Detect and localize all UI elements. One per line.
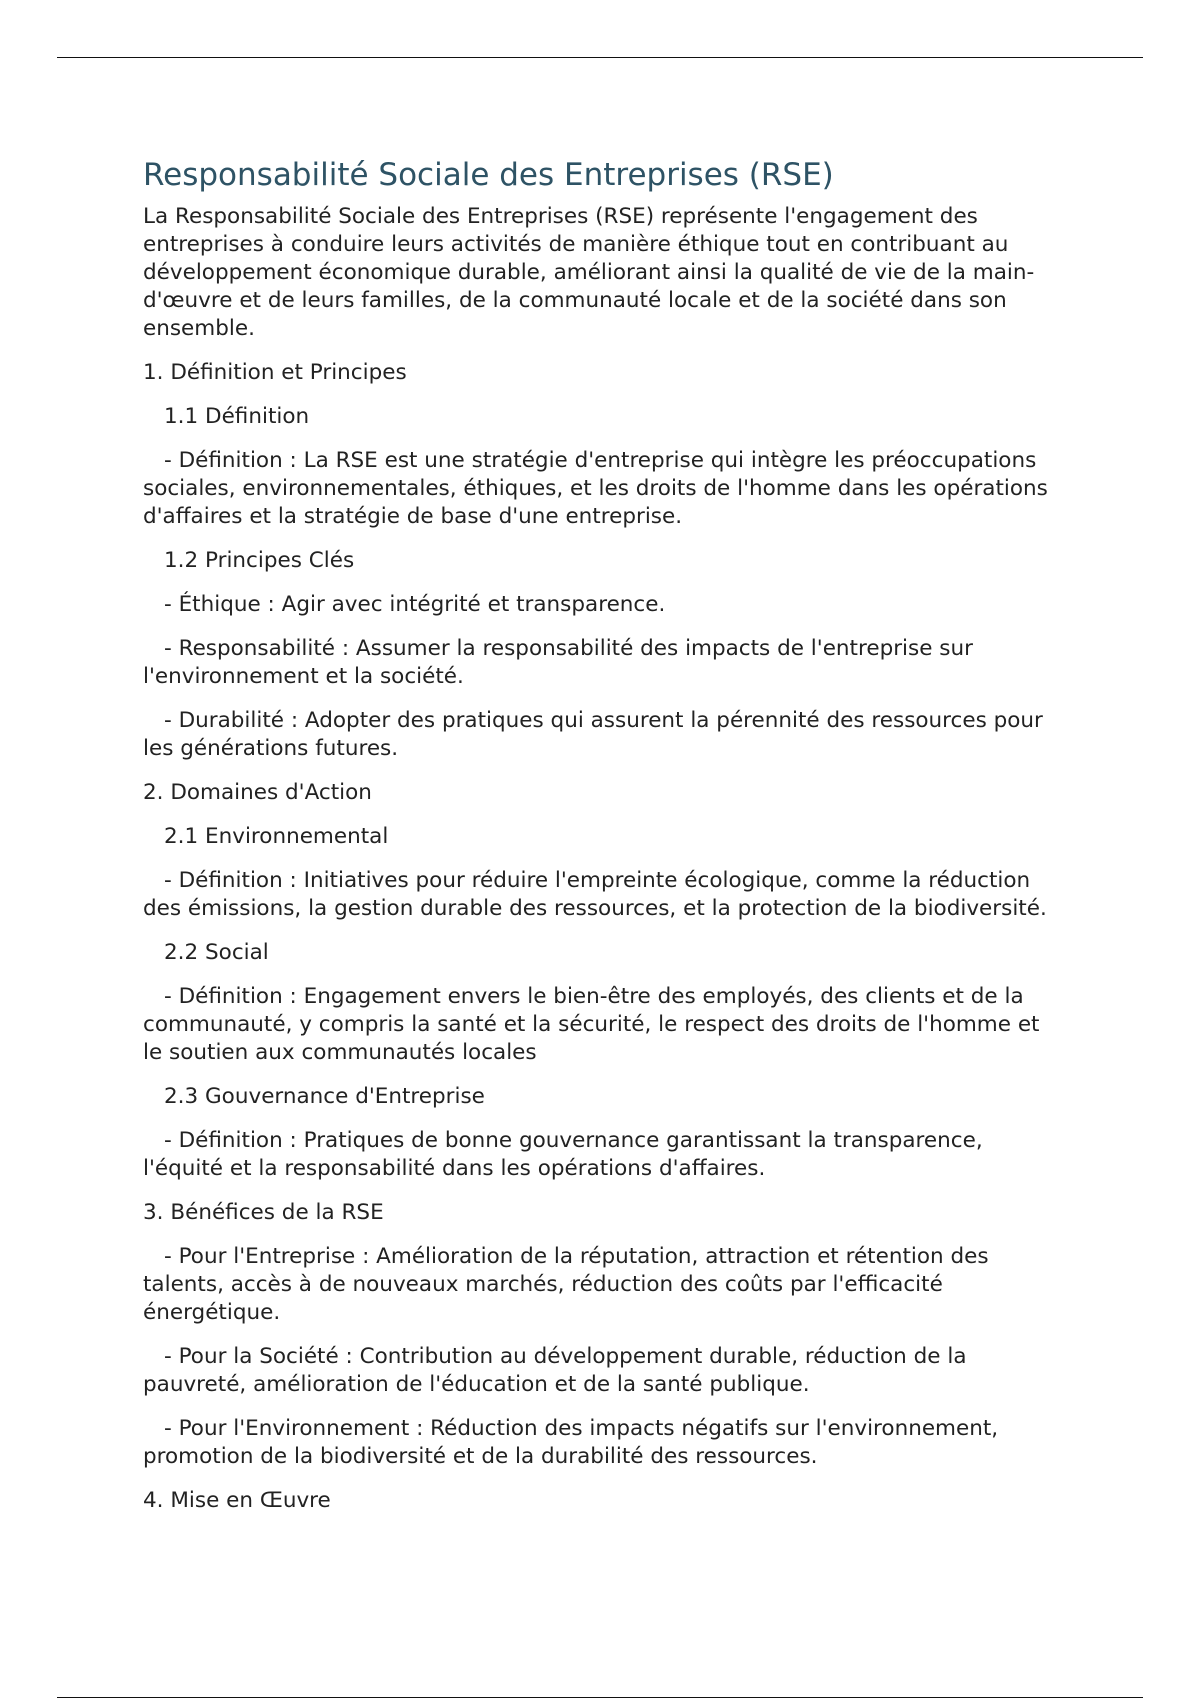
- bullet-item: - Définition : Pratiques de bonne gouvernance garantissant la transparence, l'équité et la responsabilité dans les opérations d'affaires.: [143, 1128, 983, 1181]
- bullet-item: - Définition : La RSE est une stratégie d'entreprise qui intègre les préoccupations sociales, environnementales, éthiques, et les droits de l'homme dans les opérations d'affaires et la stratégie de base d'une entreprise.: [143, 448, 1048, 529]
- bullet-item: - Définition : Engagement envers le bien-être des employés, des clients et de la communauté, y compris la santé et la sécurité, le respect des droits de l'homme et le soutien aux communautés locales: [143, 984, 1040, 1065]
- bullet-item: - Responsabilité : Assumer la responsabilité des impacts de l'entreprise sur l'environnement et la société.: [143, 636, 973, 689]
- section-heading: 2. Domaines d'Action: [143, 780, 372, 805]
- bullet-item: - Pour l'Entreprise : Amélioration de la réputation, attraction et rétention des talents, accès à de nouveaux marchés, réduction des coûts par l'efficacité énergétique.: [143, 1244, 989, 1325]
- section-heading: 1. Définition et Principes: [143, 360, 407, 385]
- subsection-heading: 2.3 Gouvernance d'Entreprise: [164, 1084, 485, 1109]
- subsection-heading: 1.1 Définition: [164, 404, 310, 429]
- document-body: [143, 155, 1058, 1531]
- bullet-item: - Pour la Société : Contribution au développement durable, réduction de la pauvreté, amélioration de l'éducation et de la santé publique.: [143, 1344, 967, 1397]
- footer-rule: [57, 1697, 1143, 1698]
- subsection-heading: 2.2 Social: [164, 940, 269, 965]
- bullet-item: - Éthique : Agir avec intégrité et transparence.: [164, 592, 666, 617]
- subsection-heading: 2.1 Environnemental: [164, 824, 389, 849]
- section-heading: 3. Bénéfices de la RSE: [143, 1200, 384, 1225]
- section-heading: 4. Mise en Œuvre: [143, 1488, 331, 1513]
- header-rule: [57, 57, 1143, 58]
- bullet-item: - Durabilité : Adopter des pratiques qui assurent la pérennité des ressources pour les générations futures.: [143, 708, 1043, 761]
- bullet-item: - Pour l'Environnement : Réduction des impacts négatifs sur l'environnement, promotion de la biodiversité et de la durabilité des ressources.: [143, 1416, 999, 1469]
- document-title: Responsabilité Sociale des Entreprises (RSE): [143, 157, 834, 193]
- subsection-heading: 1.2 Principes Clés: [164, 548, 355, 573]
- intro-paragraph: La Responsabilité Sociale des Entreprises (RSE) représente l'engagement des entreprises à conduire leurs activités de manière éthique tout en contribuant au développement économique durable, améliorant ainsi la qualité de vie de la main-d'œuvre et de leurs familles, de la communauté locale et de la société dans son ensemble.: [143, 204, 1035, 341]
- bullet-item: - Définition : Initiatives pour réduire l'empreinte écologique, comme la réduction des émissions, la gestion durable des ressources, et la protection de la biodiversité.: [143, 868, 1047, 921]
